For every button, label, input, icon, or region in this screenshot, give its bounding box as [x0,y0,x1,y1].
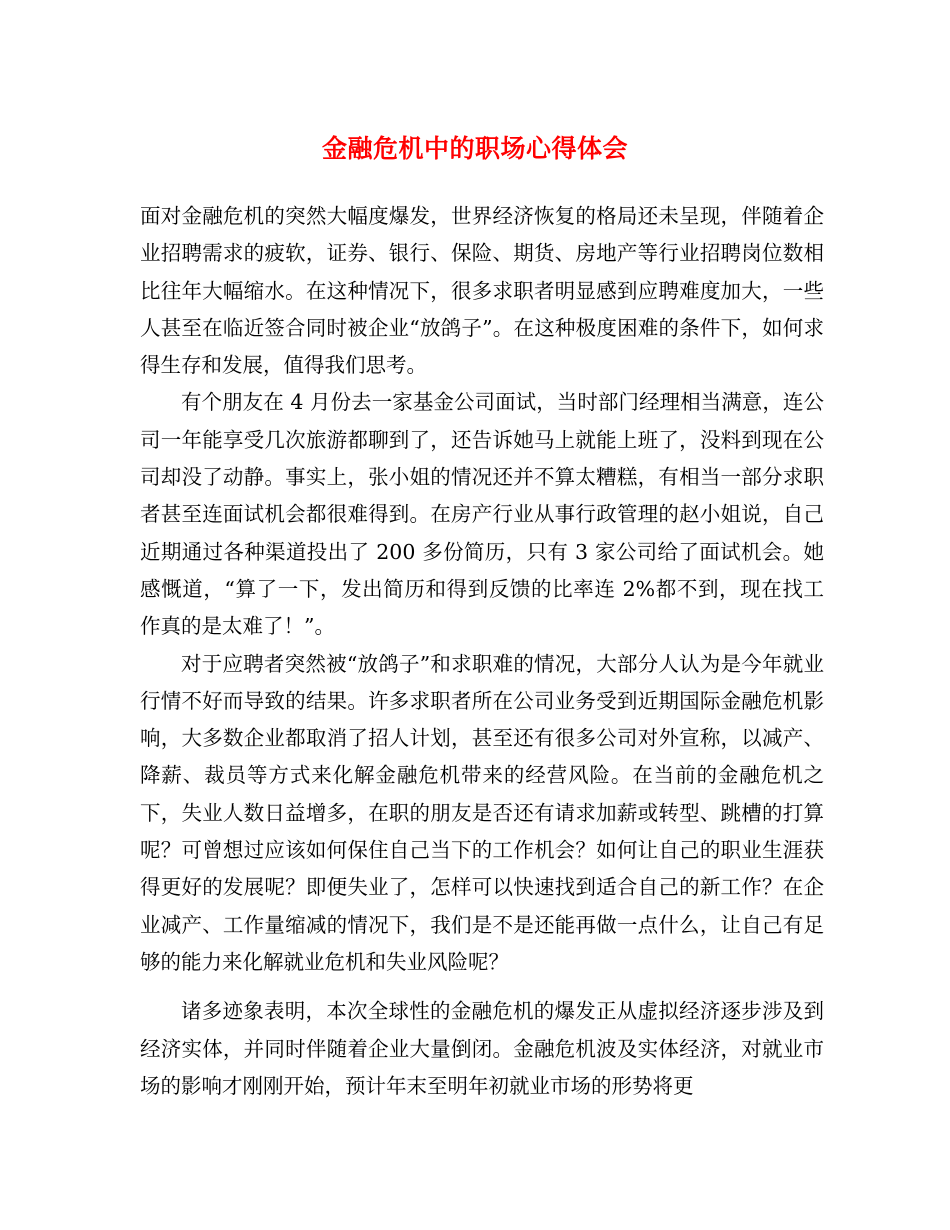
document-title: 金融危机中的职场心得体会 [321,134,628,163]
paragraph-2: 有个朋友在 4 月份去一家基金公司面试，当时部门经理相当满意，连公司一年能享受几次旅游都聊到了，还告诉她马上就能上班了，没料到现在公司却没了动静。事实上，张小姐的情况还并不算太糟糕，有相当一部分求职者甚至连面试机会都很难得到。在房产行业从事行政管理的赵小姐说，自己近期通过各种渠道投出了 200 多份简历，只有 3 家公司给了面试机会。她感慨道，“算了一下，发出简历和得到反馈的比率连 2%都不到，现在找工作真的是太难了！”。 [140,390,824,639]
paragraph-4: 诸多迹象表明，本次全球性的金融危机的爆发正从虚拟经济逐步涉及到经济实体，并同时伴随着企业大量倒闭。金融危机波及实体经济，对就业市场的影响才刚刚开始，预计年末至明年初就业市场的形势将更 [140,999,824,1098]
document-body [140,198,824,1105]
paragraph-3: 对于应聘者突然被“放鸽子”和求职难的情况，大部分人认为是今年就业行情不好而导致的结果。许多求职者所在公司业务受到近期国际金融危机影响，大多数企业都取消了招人计划，甚至还有很多公司对外宣称，以减产、降薪、裁员等方式来化解金融危机带来的经营风险。在当前的金融危机之下，失业人数日益增多，在职的朋友是否还有请求加薪或转型、跳槽的打算呢？可曾想过应该如何保住自己当下的工作机会？如何让自己的职业生涯获得更好的发展呢？即便失业了，怎样可以快速找到适合自己的新工作？在企业减产、工作量缩减的情况下，我们是不是还能再做一点什么，让自己有足够的能力来化解就业危机和失业风险呢？ [140,651,824,974]
paragraph-1: 面对金融危机的突然大幅度爆发，世界经济恢复的格局还未呈现，伴随着企业招聘需求的疲软，证券、银行、保险、期货、房地产等行业招聘岗位数相比往年大幅缩水。在这种情况下，很多求职者明显感到应聘难度加大，一些人甚至在临近签合同时被企业“放鸽子”。在这种极度困难的条件下，如何求得生存和发展，值得我们思考。 [140,204,824,378]
